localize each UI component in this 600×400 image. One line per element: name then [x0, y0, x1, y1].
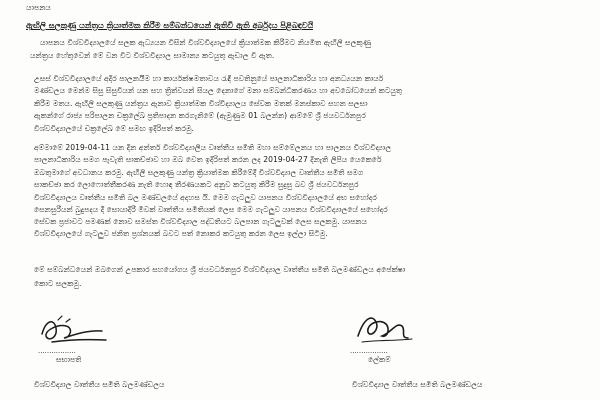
paragraph-3-line: විශ්වවිද්‍යාලය වෘත්තීය සමිති බල මණ්ඩලයේ අදහස යි. මෙම ගැටලුව යාපනය විශ්වවිද්‍යාලයේ අභ සහෝදර	[34, 193, 377, 202]
paragraph-4-line: කොට සලකමු.	[34, 279, 82, 288]
paragraph-1-line: යාපනය විශ්වවිද්‍යාලයේ සලක ඇධ්‍යයන විසින් විශ්වවිද්‍යාලයේ ක්‍රියාත්මක කිරීමට නියමිත ඇඟිලි සලකුණු	[40, 38, 372, 47]
paragraph-1-line: යන්ත්‍රය හේතුවෙන් මේ වන විට විශ්වවිද්‍යාල සාමාන්‍ය කටයුතු ඇඩාල වී ඇත.	[30, 51, 275, 60]
secretary-signature	[350, 308, 420, 348]
secretary-organization: විශ්වවිද්‍යාල වෘත්තීය සමිති බලමණ්ඩලය	[352, 380, 483, 389]
paragraph-2-line: මණ්ඩලය මෙන්ම සිසු සිසුවියන් යන සහ ත්‍රිත්වයන් සියල දෙනාගේ මනා සම්බන්ධීකරණය හා අවබෝධයෙන් කටයුතු	[34, 86, 403, 95]
chairman-organization: විශ්වවිද්‍යාල වෘත්තීය සමිති බලමණ්ඩලය	[34, 380, 165, 389]
signature-line-dots: .................	[38, 347, 76, 355]
chairman-signature	[36, 312, 116, 348]
letter-subject: ඇඟිලි සලකුණු යන්ත්‍රය ක්‍රියාත්මක කිරීම සම්බන්ධයෙන් ඇතිවී ඇති අර්බුදය පිළිබඳවයි	[26, 21, 314, 30]
paragraph-3-line: අම්මාමේ 2019-04-11 යන දින අන්තර් විශ්වවිද්‍යාලීය වෘත්තීය සමිති මහා සම්මේලනය හා පාලනය විශ්වවිද්‍යාල	[34, 143, 392, 152]
secretary-title: ලේකම්	[368, 355, 391, 364]
paragraph-3-line: ඔබතුමාගේ අවධානය කරමු. ඇඟිලි සලකුණු යන්ත්‍ර ක්‍රියාත්මක කිරීමේදී විශ්වවිද්‍යාල වෘත්තීය සමිති සමග	[34, 168, 364, 177]
paragraph-3-line: විශ්වවිද්‍යාලයේ ගැටලුව ජනිත ප්‍රශ්නයක් බවට පත් නොකර කටයුතු කරන ලෙස ඉල්ලා සිටිමු.	[34, 229, 328, 238]
signature-line-dots: .................	[350, 347, 388, 355]
paragraph-3-line: පාලනාධිකාරිය සමග පැවැති සාකච්ඡාව හා ඔබ වෙත ඉදිරිපත් කරන ලද 2019-04-27 දිනැති ලිපිය යෙකෙරේ	[34, 155, 382, 164]
paragraph-3-line: සෙනසුරීයන් බුදුපදය දී සොයාදිරී මීවක් වෘත්තීය සමිතියක් ලෙස මෙම ගැටලුව යාපනය විශ්වවිද්‍යාලයේ සහෝදර	[34, 205, 388, 214]
salutation: යාපනය	[26, 3, 51, 12]
paragraph-2-line: උසස් විශ්වවිද්‍යාලයේ අදිර පාලනයීම හා කාර්යක්ෂමතාවය රැඳි පවතිනුයේ පාලනාධිකාරිය හා අනධ්‍යයන කාර්ය	[34, 74, 384, 83]
paragraph-2-line: කිරීම මතය. ඇඟිලි සලකුණු යන්ත්‍රය ඇනාව ක්‍රියාත්මක විශ්විද්‍යාලය සේවක මතක් මනස්කාව සහන සලසා	[34, 99, 368, 108]
paragraph-2-line: ඇකන්ගේ රාජ්‍ය පරිපාලන චක්‍රලේඛ ප්‍රතිපාදන කරගැනිමේ (ඇමුණුම 01 බලන්න) ආම්මේ ශ්‍රී ජයවර්ධනපුර	[34, 111, 366, 120]
paragraph-4-line: මේ සම්බන්ධයෙන් ඔබගෙන් උපකාර සහයෝගය ශ්‍රී ජයවර්ධනපුර විශ්වවිද්‍යාල වෘත්තීය සමිති බලමණ්ඩලය අපේක්ෂා	[34, 265, 406, 274]
paragraph-3-line: සාකච්ඡා කර ලොෆොත්තීකරණ නැති හොඳ තීරණයකට අනුව කටයුතු කිරීම සුදුසු බව ශ්‍රී ජයවර්ධනපුර	[34, 180, 359, 189]
paragraph-3-line: සේවක ප්‍රජාවට පමණක් නොව සමස්ත විශ්වවිද්‍යාල පද්ධතියට බලපාන ගැටලුවක් ලෙස සලකමු. යාපනය	[34, 217, 368, 226]
paragraph-2-line: විශ්වවිද්‍යාලයේ චක්‍රලේඛ මේ සමඟ ඉදිරිපත් කරමු.	[34, 124, 194, 133]
chairman-title: සභාපති	[56, 355, 82, 364]
